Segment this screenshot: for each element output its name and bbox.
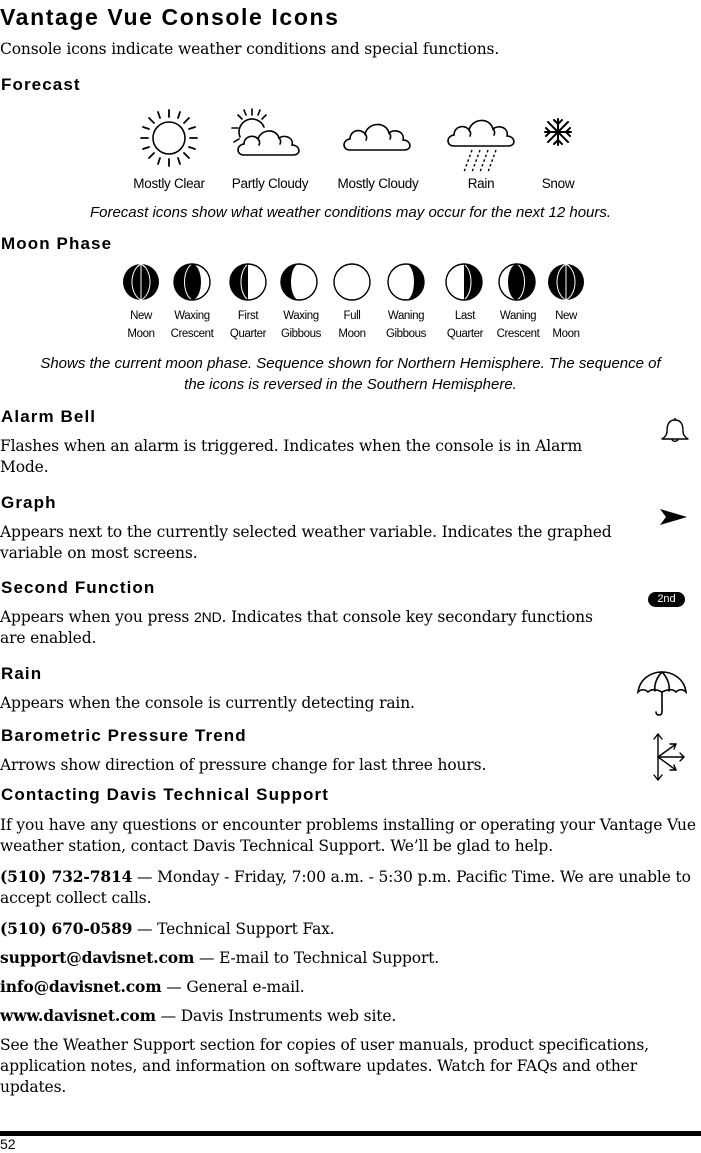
moon-label: Full Moon (338, 310, 366, 340)
contact-web: www.davisnet.com — Davis Instruments web site. (0, 1006, 397, 1025)
moon-label: First Quarter (229, 310, 267, 340)
contact-heading: Contacting Davis Technical Support (1, 785, 330, 804)
graph-heading: Graph (1, 493, 57, 512)
baro-heading: Barometric Pressure Trend (1, 726, 247, 745)
forecast-caption: Forecast icons show what weather conditions may occur for the next 12 hours. (89, 204, 612, 221)
cloud-icon (340, 110, 416, 162)
second-function-icon: 2nd (648, 592, 685, 607)
partly-cloudy-icon (230, 107, 306, 167)
contact-closing: See the Weather Support section for copies of user manuals, product specifications, application notes, and information on software updates. Watch for FAQs and other updates. (0, 1036, 649, 1096)
forecast-label: Partly Cloudy (231, 176, 309, 191)
forecast-label: Snow (541, 176, 575, 191)
contact-phone: (510) 732-7814 — Monday - Friday, 7:00 a.m. - 5:30 p.m. Pacific Time. We are unable to accept collect calls. (0, 867, 691, 907)
last-quarter-icon (446, 264, 482, 300)
waxing-crescent-icon (174, 264, 210, 300)
phone-number: (510) 732-7814 (0, 867, 133, 886)
forecast-heading: Forecast (1, 75, 81, 94)
moon-label: Waning Crescent (496, 310, 540, 340)
graph-pointer-icon (660, 508, 688, 526)
moon-label: Waxing Crescent (170, 310, 214, 340)
website-link[interactable]: www.davisnet.com (0, 1006, 156, 1025)
forecast-label: Rain (467, 176, 495, 191)
contact-support-email: support@davisnet.com — E-mail to Technical Support. (0, 948, 440, 967)
moon-caption-line1: Shows the current moon phase. Sequence shown for Northern Hemisphere. The sequence of (40, 355, 661, 372)
snowflake-icon (543, 117, 573, 147)
forecast-label: Mostly Cloudy (337, 176, 419, 191)
moon-caption-line2: the icons is reversed in the Southern Hemisphere. (184, 376, 517, 393)
intro-text: Console icons indicate weather conditions and special functions. (0, 40, 500, 58)
contact-info-email: info@davisnet.com — General e-mail. (0, 977, 305, 996)
sun-icon (138, 107, 200, 169)
forecast-label: Mostly Clear (133, 176, 205, 191)
rain-cloud-icon (444, 110, 520, 174)
umbrella-icon (636, 670, 688, 718)
waning-gibbous-icon (388, 264, 424, 300)
info-email-link[interactable]: info@davisnet.com (0, 977, 162, 996)
page-title: Vantage Vue Console Icons (0, 4, 340, 30)
moon-label: New Moon (127, 310, 155, 340)
alarm-heading: Alarm Bell (1, 407, 97, 426)
rain-text: Appears when the console is currently detecting rain. (0, 694, 415, 712)
new-moon-icon (548, 264, 584, 300)
contact-fax: (510) 670-0589 — Technical Support Fax. (0, 919, 335, 938)
waning-crescent-icon (499, 264, 535, 300)
second-function-text: Appears when you press 2ND. Indicates that console key secondary functions are enabled. (0, 608, 593, 647)
moon-phase-strip (120, 262, 590, 302)
alarm-bell-icon (660, 418, 690, 444)
footer-rule (0, 1131, 701, 1136)
first-quarter-icon (230, 264, 266, 300)
moon-label: Last Quarter (446, 310, 484, 340)
page-number: 52 (0, 1136, 16, 1152)
key-2nd: 2ND (193, 609, 222, 625)
new-moon-icon (123, 264, 159, 300)
alarm-text: Flashes when an alarm is triggered. Indicates when the console is in Alarm Mode. (0, 437, 582, 476)
second-function-heading: Second Function (1, 578, 156, 597)
moon-label: New Moon (552, 310, 580, 340)
support-email-link[interactable]: support@davisnet.com (0, 948, 195, 967)
fax-number: (510) 670-0589 (0, 919, 133, 938)
waxing-gibbous-icon (281, 264, 317, 300)
pressure-trend-arrows-icon (648, 732, 688, 782)
graph-text: Appears next to the currently selected weather variable. Indicates the graphed variable on most screens. (0, 523, 612, 562)
rain-heading: Rain (1, 664, 43, 683)
contact-intro: If you have any questions or encounter problems installing or operating your Vantage Vue weather station, contact Davis Technical Support. We’ll be glad to help. (0, 816, 696, 855)
baro-text: Arrows show direction of pressure change for last three hours. (0, 756, 487, 774)
moon-heading: Moon Phase (1, 234, 113, 253)
moon-label: Waxing Gibbous (280, 310, 322, 340)
moon-label: Waning Gibbous (385, 310, 427, 340)
full-moon-icon (334, 264, 370, 300)
